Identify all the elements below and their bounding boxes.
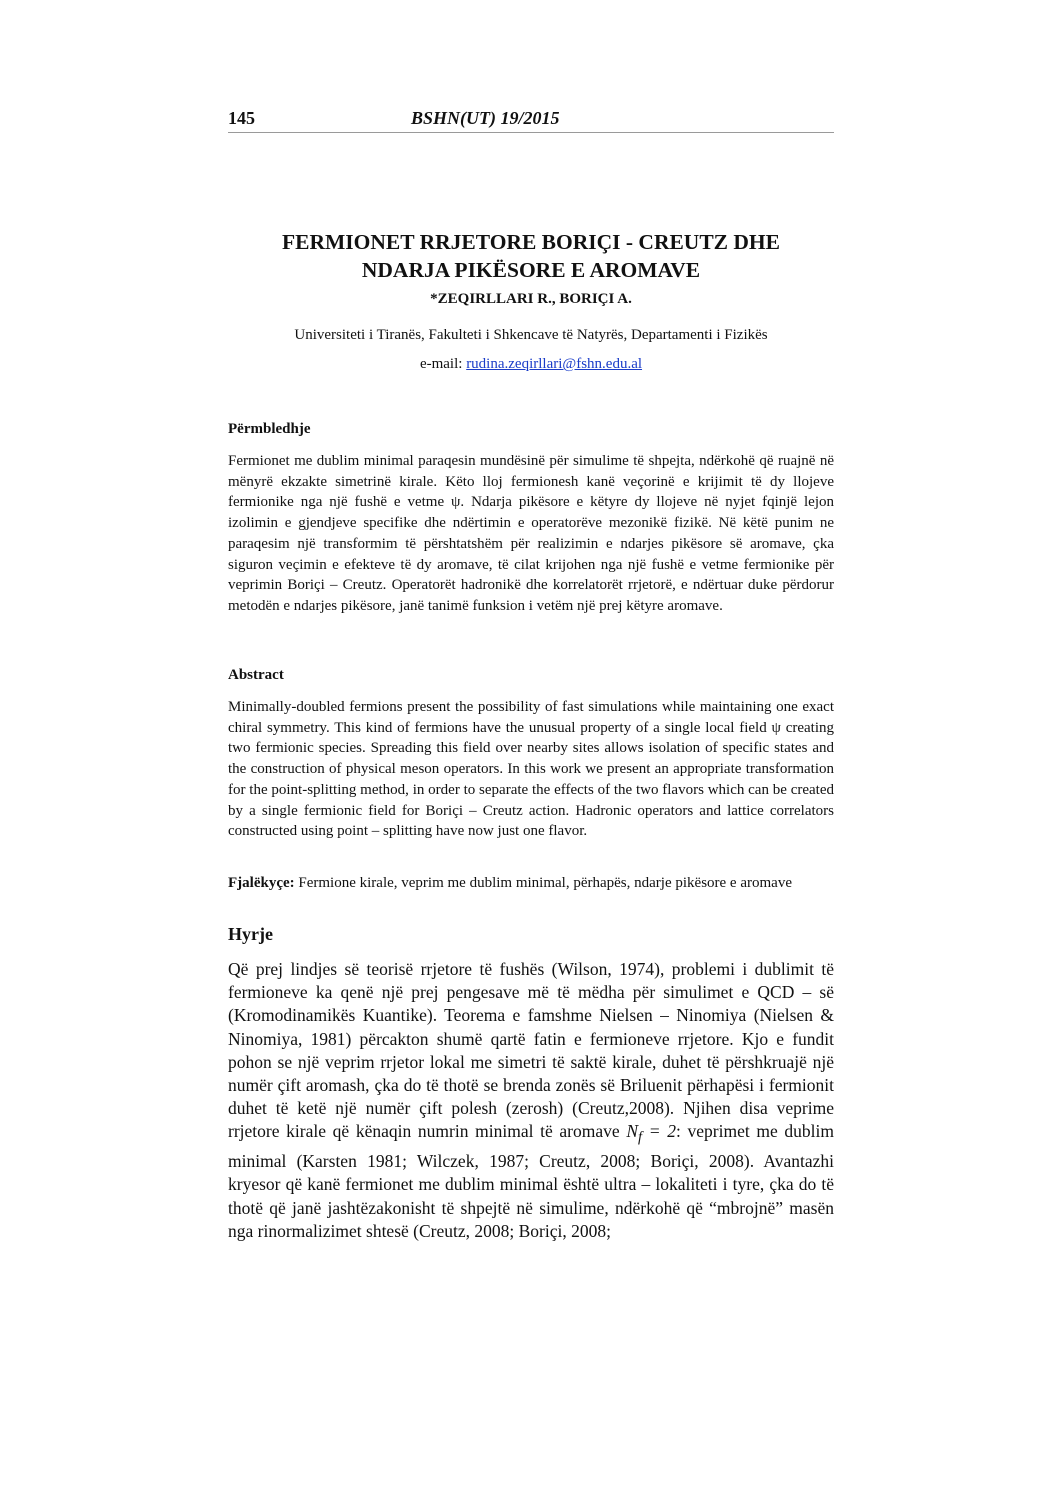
keywords <box>228 873 834 894</box>
permbledhje-text: Fermionet me dublim minimal paraqesin mundësinë për simulime të shpejta, ndërkohë që ruajnë në mënyrë ekzakte simetrinë kirale. Këto lloj fermionesh kanë veçorinë e krijimit të dy llojeve fermionike nga një fushë e vetme ψ. Ndarja pikësore e këtyre dy llojeve në nyjet fqinjë lejon izolimin e gjendjeve specifike dhe ndërtimin e operatorëve mezonikë fizikë. Në këtë punim ne paraqesim një transformim të përshtatshëm për realizimin e ndarjes pikësore së aromave, çka siguron veçimin e efekteve të dy aromave, të cilat krijohen nga një fushë e vetme fermionike për veprimin Boriçi – Creutz. Operatorët hadronikë dhe korrelatorët rrjetorë, e ndërtuar duke përdorur metodën e ndarjes pikësore, janë tanimë funksion i vetëm një prej këtyre aromave. <box>228 453 834 614</box>
title-line-1: FERMIONET RRJETORE BORIÇI - CREUTZ DHE <box>282 230 780 254</box>
affiliation: Universiteti i Tiranës, Fakulteti i Shkencave të Natyrës, Departamenti i Fizikës <box>294 327 768 343</box>
email-link[interactable]: rudina.zeqirllari@fshn.edu.al <box>466 356 643 372</box>
symbol-eq: = 2 <box>642 1121 676 1142</box>
keywords-text: Fermione kirale, veprim me dublim minimal, përhapës, ndarje pikësore e aromave <box>298 875 792 891</box>
author-list: *ZEQIRLLARI R., BORIÇI A. <box>430 291 632 307</box>
intro-text-a: Që prej lindjes së teorisë rrjetore të fushës (Wilson, 1974), problemi i dublimit të fermioneve ka qenë një prej pengesave më të mëdha për simulimet e QCD – së (Kromodinamikës Kuantike). Teorema e famshme Nielsen – Ninomiya (Nielsen & Ninomiya, 1981) përcakton shumë qartë fatin e fermioneve rrjetore. Kjo e fundit pohon se një veprim rrjetor lokal me simetri të saktë kirale, duhet të përshkruajë një numër çift aromash, çka do të thotë se brenda zonës së Briluenit përhapësi i fermionit duhet të ketë një numër çift polesh (zerosh) (Creutz,2008). Njihen disa veprime rrjetore kirale që kënaqin numrin minimal të aromave <box>228 959 834 1142</box>
title-line-2: NDARJA PIKËSORE E AROMAVE <box>361 258 701 282</box>
symbol-n: N <box>626 1121 639 1142</box>
intro-text <box>228 958 834 1243</box>
flavor-number-symbol <box>626 1121 676 1146</box>
paper-title <box>228 228 834 284</box>
permbledhje-heading: Përmbledhje <box>228 421 311 437</box>
page-number: 145 <box>228 108 255 128</box>
symbol-subscript: f <box>638 1129 643 1146</box>
running-header <box>228 108 834 133</box>
email-label: e-mail: <box>419 356 463 372</box>
journal-name: BSHN(UT) 19/2015 <box>411 108 560 128</box>
intro-heading: Hyrje <box>228 924 273 944</box>
keywords-label: Fjalëkyçe: <box>228 875 295 891</box>
contact-line <box>228 356 834 373</box>
intro-text-b: : veprimet me dublim minimal (Karsten 1981; Wilczek, 1987; Creutz, 2008; Boriçi, 2008). Avantazhi kryesor që kanë fermionet me dublim minimal është ultra – lokaliteti i tyre, çka do të thotë që janë jashtëzakonisht të shpejtë në simulime, ndërkohë që “mbrojnë” masën nga rinormalizimet shtesë (Creutz, 2008; Boriçi, 2008; <box>228 1121 835 1241</box>
abstract-text: Minimally-doubled fermions present the possibility of fast simulations while maintaining one exact chiral symmetry. This kind of fermions have the unusual property of a single local field ψ creating two fermionic species. Spreading this field over nearby sites allows isolation of specific states and the construction of physical meson operators. In this work we present an appropriate transformation for the point-splitting method, in order to separate the effects of the two flavors which can be created by a single fermionic field for Boriçi – Creutz action. Hadronic operators and lattice correlators constructed using point – splitting have now just one flavor. <box>228 699 834 840</box>
abstract-heading: Abstract <box>228 667 284 683</box>
